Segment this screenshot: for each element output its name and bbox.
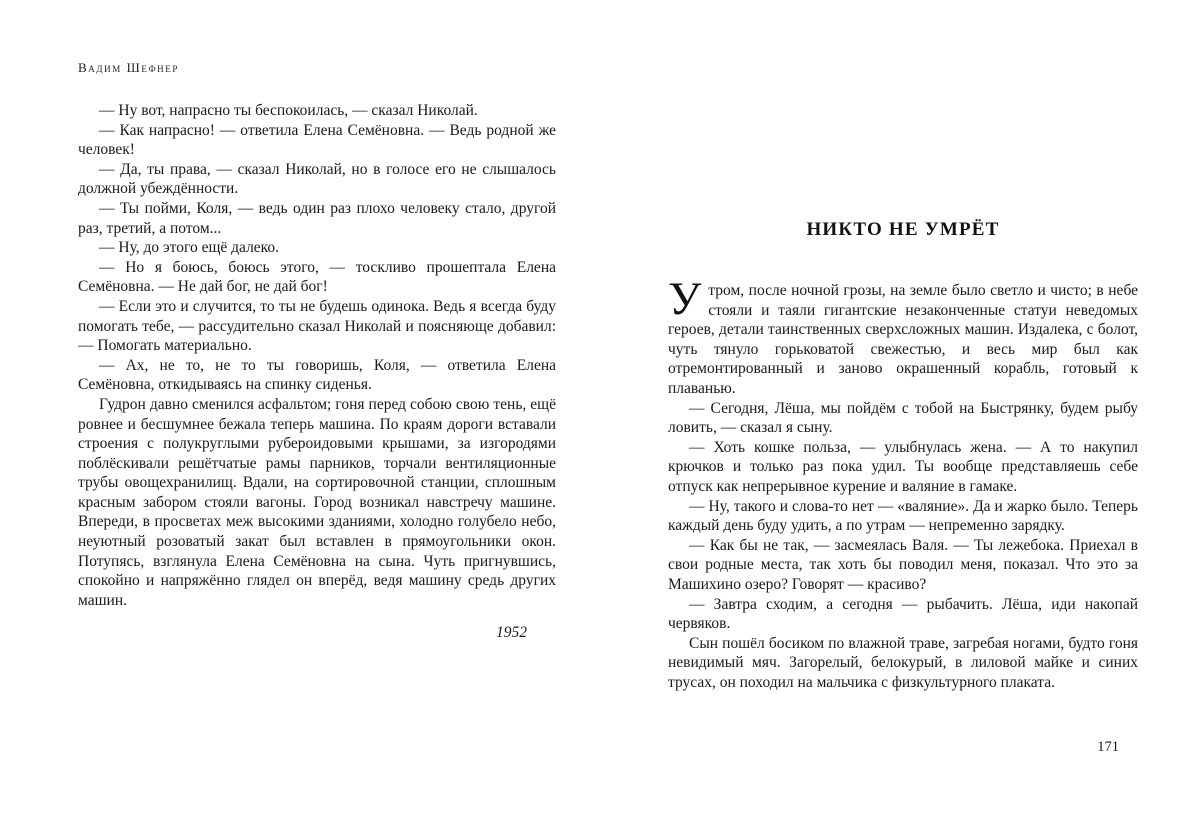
left-page-text: [78, 101, 556, 643]
opening-paragraph-text: тром, после ночной грозы, на земле было светло и чисто; в небе стояли и таяли гигантские незаконченные статуи неведомых героев, детали таинственных сверхсложных машин. Издалека, с болот, чуть тянуло горьковатой свежестью, и весь мир был как отремонтированный и заново окрашенный корабль, готовый к плаванью.: [668, 282, 1138, 397]
running-header: Вадим Шефнер: [78, 60, 179, 75]
paragraph: — Ты пойми, Коля, — ведь один раз плохо человеку стало, другой раз, третий, а потом...: [78, 199, 556, 237]
paragraph: Гудрон давно сменился асфальтом; гоня перед собою свою тень, ещё ровнее и бесшумнее бежала теперь машина. По краям дороги вставали строения с полукруглыми рубероидовыми крышами, за изгородями поблёскивали решётчатые рамы парников, торчали вентиляционные трубы овощехранилищ. Вдали, на сортировочной станции, сплошным красным забором стояли вагоны. Город возникал навстречу машине. Впереди, в просветах меж высокими зданиями, холодно голубело небо, неуютный розоватый закат был вставлен в прямоугольники окон. Потупясь, взглянула Елена Семёновна на сына. Чуть пригнувшись, спокойно и напряжённо глядел он вперёд, ведя машину средь других машин.: [78, 395, 556, 609]
left-page-paragraphs: [78, 101, 556, 610]
opening-paragraph: [668, 273, 1138, 399]
paragraph: — Сегодня, Лёша, мы пойдём с тобой на Быстрянку, будем рыбу ловить, — сказал я сыну.: [668, 399, 1138, 437]
story-date: 1952: [496, 624, 527, 642]
paragraph: — Как бы не так, — засмеялась Валя. — Ты лежебока. Приехал в свои родные места, так хоть бы поводил меня, показал. Что это за Машихино озеро? Говорят — красиво?: [668, 536, 1138, 593]
paragraph: — Завтра сходим, а сегодня — рыбачить. Лёша, иди накопай червяков.: [668, 595, 1138, 633]
chapter-title: НИКТО НЕ УМРЁТ: [806, 219, 1000, 240]
paragraph: — Хоть кошке польза, — улыбнулась жена. — А то накупил крючков и только раз пока удил. Ты вообще представляешь себе отпуск как непрерывное курение и валяние в гамаке.: [668, 438, 1138, 495]
paragraph: — Ну, такого и слова-то нет — «валяние». Да и жарко было. Теперь каждый день буду удить, а по утрам — непременно зарядку.: [668, 497, 1138, 535]
paragraph: — Ах, не то, не то ты говоришь, Коля, — ответила Елена Семёновна, откидываясь на спинку сиденья.: [78, 356, 556, 394]
right-page-paragraphs: [668, 399, 1138, 693]
paragraph: — Но я боюсь, боюсь этого, — тоскливо прошептала Елена Семёновна. — Не дай бог, не дай бог!: [78, 258, 556, 296]
paragraph: — Да, ты права, — сказал Николай, но в голосе его не слышалось должной убеждённости.: [78, 160, 556, 198]
page-number: 171: [1097, 739, 1119, 755]
drop-cap: У: [668, 273, 702, 325]
paragraph: — Как напрасно! — ответила Елена Семёновна. — Ведь родной же человек!: [78, 121, 556, 159]
paragraph: — Ну, до этого ещё далеко.: [99, 239, 280, 257]
paragraph: — Ну вот, напрасно ты беспокоилась, — сказал Николай.: [99, 102, 478, 119]
paragraph: — Если это и случится, то ты не будешь одинока. Ведь я всегда буду помогать тебе, — рассудительно сказал Николай и поясняюще добавил: — Помогать материально.: [78, 297, 556, 355]
paragraph: Сын пошёл босиком по влажной траве, загребая ногами, будто гоня невидимый мяч. Загорелый, белокурый, в лиловой майке и синих трусах, он походил на мальчика с физкультурного плаката.: [668, 634, 1138, 691]
right-page-text: [668, 273, 1138, 692]
